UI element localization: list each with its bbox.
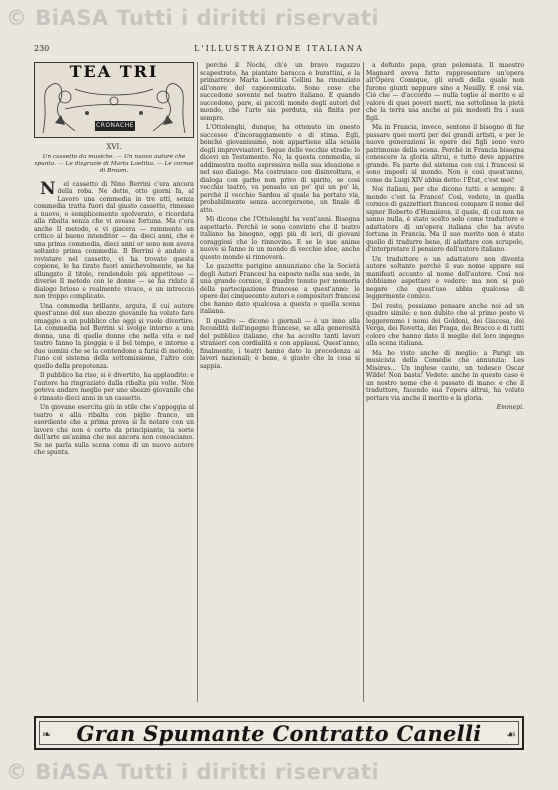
- paragraph: a defunto papà, gran polemista. Il maestro Magnard aveva fatto rappresentare un'opera all'Opéra Comique, gli eredi della quale non furono giunti neppure sino a Neuilly. E così via. Ciò che — d'accordo — nulla toglie al merito e al valore di quei poveri morti, ma sottolinea la pietà che la terra usa anche ai più modesti fra i suoi figli.: [366, 62, 524, 122]
- author-signature: Emmepi.: [496, 404, 524, 411]
- paragraph: Il pubblico ha riso, si è divertito, ha applaudito: e l'autore ha ringraziato dalla ribalta più volte. Non poteva andare meglio per uno sbozzo giovanile che è rimasto dieci anni in un cassetto.: [34, 372, 194, 402]
- advertisement-banner: [34, 716, 524, 750]
- paragraph: L'Ottolenghi, dunque, ha ottenuto un onesto successo d'incoraggiamento e di stima. Egli, benchè giovanissimo, non appartiene alla scuola degli improvvisatori. Segue delle vecchie strade: lo dicevi un Testamento. No, la questa commedia, si addimostra molto espressiva nella sua ideazione e nel suo dialogo. Ma costruisce con disinvoltura, e dialoga con garbo non privo di spirito, se così vecchio teatro, va pensato un po' qui un po' là, perchè il vecchio Sardou al quale ha portato via, probabilmente senza accorgersene, un finale di atto.: [200, 124, 360, 214]
- paragraph: el cassetto di Nino Berrini c'era ancora della roba. Ne dette, otto giorni fa, al Lavoro una commedia in tre atti, senza commedia tratta fuori dal giusto cassetto, rimesso a nuovo, o semplicemente spolverato, e ricordata alla ribalta senza che vi avesse fortuna. Ma c'era anche Il metodo, e vi giacera — rammento un critico al buono intenditor — da dieci anni, che è una prima commedia, dieci anni or sono non aveva soltanto prima commedia. Il Berrini è andato a rovistare nel cassetto, vi ha trovato questa copione, lo ha tirato fuori amichevolmente, se ha allungato il titolo, rendendolo più appetitoso — diverse Il metodo con le donne — se ha ridato il dialogo brioso e realmente vivace, e un intreccio non troppo complicato.: [34, 180, 194, 300]
- watermark-top: © BiASA Tutti i diritti riservati: [6, 6, 380, 30]
- column-1: [34, 62, 194, 705]
- paragraph: Ma in Francia, invece, sentono il bisogno di far passare quei morti per dei grandi artisti, e per le nuove generazioni le opere dei figli sono vero patrimonio della scena. Perchè in Francia bisogna conoscere la gloria altrui, e tutto deve apparire grande. Fa parte del sistema con cui i francesi si sono imposti al mondo. Non è così quest'anno, come da Luigi XIV abbia detto: l'État, c'est moi!: [366, 124, 524, 184]
- ornament-icon: ❧: [42, 728, 52, 741]
- paragraph: Un giovane esercita giù in stile che s'appoggia al teatro e alla ribalta con piglio franco, un esordiente che a prima prova si fa notare con un lavoro che non è certo da principiante, la sorte dell'arte un'anima che noi ancora non conosciamo. Se ne parla sulla scena come di un nuovo autore che spunta.: [34, 404, 194, 456]
- paragraph: perchè il Nochi, ch'è un bravo ragazzo scapestrato, ha piantato baracca e burattini, e la primattrice Marta Loetitia Cellini ha rinunziato all'onore del capocomicato. Sono cose che succedono sovente nel teatro italiano. E quando succedono, pare, ai piccoli mondo degli autori del mondo, che l'arte sia perduta, sia finita per sempre.: [200, 62, 360, 122]
- column-2: [200, 62, 360, 705]
- column-1-text: [34, 181, 194, 639]
- drop-cap: N: [40, 180, 56, 199]
- paragraph: Del resto, possiamo pensare anche noi ad un quadro simile: e non dubito che al primo posto vi leggeremmo i nomi dei Goldoni, dei Giacosa, dei Verga, dei Rovetta, dei Praga, dei Bracco e di tutti coloro che hanno dato il meglio del loro ingegno alla scena italiana.: [366, 302, 524, 347]
- advertisement-text: Gran Spumante Contratto Canelli: [76, 721, 482, 746]
- paragraph: Noi italiani, per che dicono tutti: e sempre: il mondo c'est la France! Così, vedete, in quella cornice di gazzettieri francesi compare il nome del signor Roberto d'Humières, il quale, di cui non ne sanno nulla, è stato scelto solo come traduttore e adattatore di un'opera italiana che ha avuto fortuna in Francia. Ma il suo merito non è stato quello di tradurre bene, di adattare con scrupolo, d'interpretare il pensiero dell'autore italiano.: [366, 186, 524, 253]
- column-3: [366, 62, 524, 705]
- column-rule: [197, 62, 198, 702]
- ornament-icon: ☙: [506, 728, 516, 741]
- column-rule: [363, 62, 364, 702]
- masthead-title: TEA TRI: [69, 62, 159, 81]
- page-header: [34, 44, 524, 56]
- paragraph: Ma ho visto anche di meglio: a Parigi un musicista della Comédie che annunzia: Les Misères... Un inglese cauto, un tedesco Oscar Wilde! Non basta! Vedete: anche in questo caso è un nostro nome che è passato di mano: e che il traduttore, facendo sua l'opera altrui, ha voluto portare via anche il merito e la gloria.: [366, 349, 524, 402]
- running-title: L'ILLUSTRAZIONE ITALIANA: [194, 44, 364, 53]
- section-number: XVI.: [106, 143, 122, 151]
- paragraph: Mi dicono che l'Ottolenghi ha vent'anni. Bisogna aspettarlo. Perchè io sono convinto che il teatro italiano ha bisogno, oggi più di ieri, di giovani coraggiosi che lo rinnovino. E se le sue anime nuove si fanno in un mondo di vecchie idee, anche questo mondo si rinnoverà.: [200, 216, 360, 261]
- paragraph: Il quadro — dicono i giornali — è un inno alla fecondità dell'ingegno francese, se alla generosità del pubblico italiano, che ha accolto tanti lavori stranieri con cordialità e con applausi. Quest'anno, finalmente, i teatri hanno dato la precedenza ai lavori nazionali; è bene, è giusto che la cosa si sappia.: [200, 317, 360, 370]
- paragraph: Una commedia brillante, arguta, il cui autore quest'anno del suo sbozzo giovanile ha voluto fare omaggio a un pubblico che oggi si vuole divertire. La commedia nel Berrini si svolge intorno a una donna, una di quelle donne che nella vita e nel teatro fanno la pioggia e il bel tempo, e intorno a due uomini che se la contendono a furia di metodo, l'uno col sistema della sottomissione, l'altro con quello della prepotenza.: [34, 302, 194, 370]
- page-number: 230: [34, 44, 50, 53]
- watermark-bottom: © BiASA Tutti i diritti riservati: [6, 760, 380, 784]
- paragraph: Un traduttore o un adattatore non diventa autore soltanto perchè il suo nome appare sui manifesti accanto al nome dell'autore. Così noi dobbiamo aspettare e vedere: ma non si può negare che quest'uso abbia qualcosa di leggermente comico.: [366, 255, 524, 300]
- paragraph: Le gazzette parigine annunziano che la Società degli Autori Francesi ha esposto nella sua sede, in una grande cornice, il quadro tenuto per memoria della partecipazione francese a quest'anno: le opere dei cinquecento autori e compositori francesi che hanno dato qualcosa a questa o quella scena italiana.: [200, 263, 360, 315]
- teatri-masthead: [34, 62, 194, 138]
- masthead-subtitle: CRONACHE: [95, 122, 135, 129]
- section-caption: Un cassetto da musiche. — Un nuovo autore che spunta. — Le disgrazie di Marta Loetitia. — Le cornae di Broom.: [34, 153, 194, 174]
